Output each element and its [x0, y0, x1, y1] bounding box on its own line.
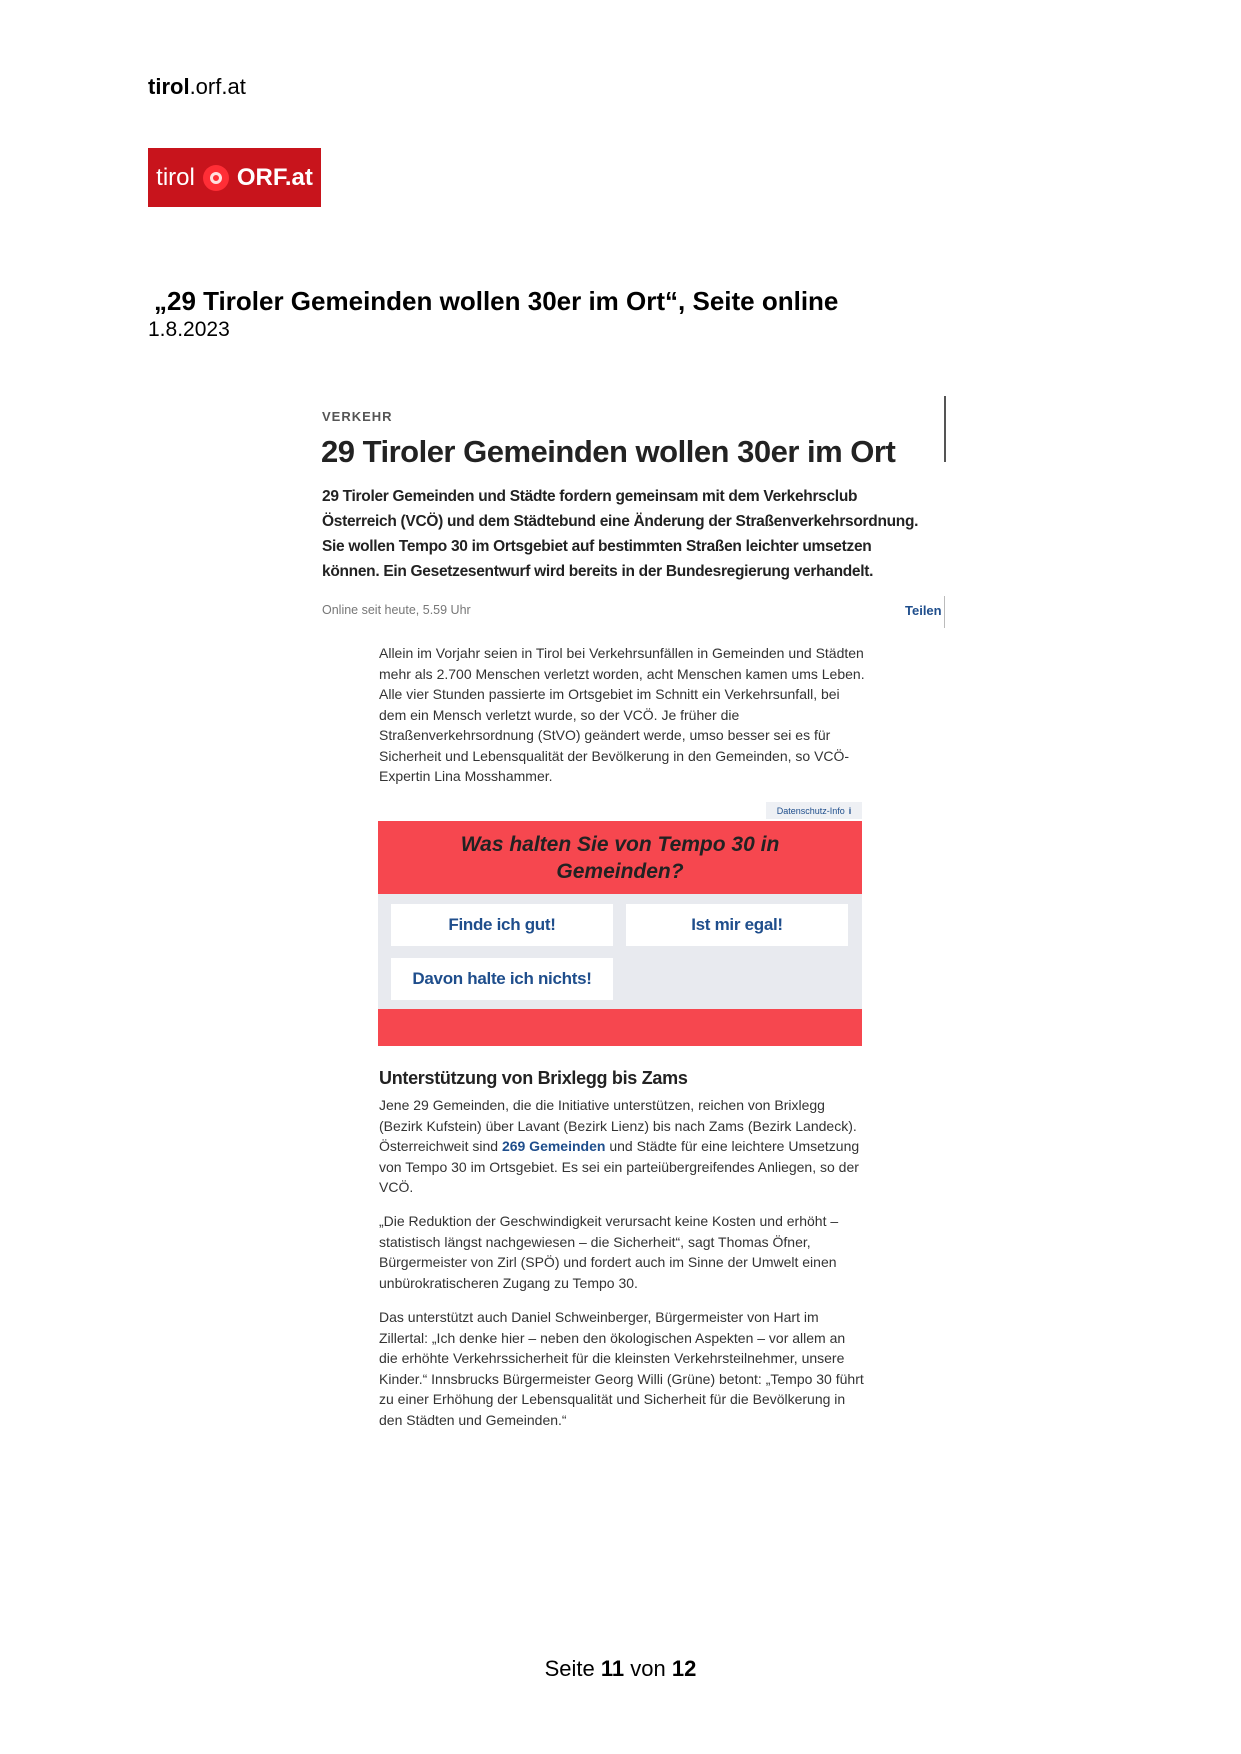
article-paragraph: Das unterstützt auch Daniel Schweinberger, Bürgermeister von Hart im Zillertal: „Ich denke hier – neben den ökologischen Aspekten – vor allem an die erhöhte Verkehrssicherheit für die kleinsten Verkehrsteilnehmer, unsere Kinder.“ Innsbrucks Bürgermeister Georg Willi (Grüne) betont: „Tempo 30 führt zu einer Erhöhung der Lebensqualität und Sicherheit für die Bevölkerung in den Städten und Gemeinden.“	[379, 1309, 864, 1428]
poll-footer	[378, 1009, 862, 1046]
article-lead: 29 Tiroler Gemeinden und Städte fordern gemeinsam mit dem Verkehrsclub Österreich (VCÖ) und dem Städtebund eine Änderung der Straßenverkehrsordnung. Sie wollen Tempo 30 im Ortsgebiet auf bestimmten Straßen leichter umsetzen können. Ein Gesetzesentwurf wird bereits in der Bundesregierung verhandelt.	[322, 488, 919, 580]
article-paragraph: „Die Reduktion der Geschwindigkeit verursacht keine Kosten und erhöht – statistisch längst nachgewiesen – die Sicherheit“, sagt Thomas Öfner, Bürgermeister von Zirl (SPÖ) und fordert auch im Sinne der Umwelt einen unbürokratischeren Zugang zu Tempo 30.	[379, 1213, 839, 1291]
poll-header	[378, 821, 862, 894]
logo-word: tirol	[156, 163, 195, 191]
article-paragraph: Allein im Vorjahr seien in Tirol bei Verkehrsunfällen in Gemeinden und Städten mehr als 2.700 Menschen verletzt worden, acht Menschen kamen ums Leben. Alle vier Stunden passierte im Ortsgebiet im Schnitt ein Verkehrsunfall, bei dem ein Mensch verletzt wurde, so der VCÖ. Je früher die Straßenverkehrsordnung (StVO) geändert werde, umso besser sei es für Sicherheit und Lebensqualität der Bevölkerung in den Gemeinden, so VCÖ-Expertin Lina Mosshammer.	[379, 645, 865, 784]
privacy-info-label: Datenschutz-Info	[776, 805, 845, 816]
share-button[interactable]: Teilen	[905, 603, 942, 618]
article-subheading: Unterstützung von Brixlegg bis Zams	[379, 1068, 688, 1088]
poll-option-good[interactable]: Finde ich gut!	[391, 904, 613, 946]
screenshot-edge-line	[944, 396, 946, 462]
info-icon: i	[848, 805, 852, 816]
municipalities-link[interactable]: 269 Gemeinden	[501, 1138, 606, 1154]
poll-widget	[378, 821, 862, 1046]
article-headline: 29 Tiroler Gemeinden wollen 30er im Ort	[321, 434, 896, 469]
privacy-info-link[interactable]	[766, 802, 862, 819]
article-paragraph: Jene 29 Gemeinden, die die Initiative unterstützen, reichen von Brixlegg (Bezirk Kufstein) über Lavant (Bezirk Lienz) bis nach Zams (Bezirk Landeck). Österreichweit sind 269 Gemeinden und Städte für eine leichtere Umsetzung von Tempo 30 im Ortsgebiet. Es sei ein parteiübergreifendes Anliegen, so der VCÖ.	[379, 1097, 860, 1195]
article-timestamp: Online seit heute, 5.59 Uhr	[322, 603, 471, 617]
poll-option-indifferent[interactable]: Ist mir egal!	[626, 904, 848, 946]
poll-question: Was halten Sie von Tempo 30 in Gemeinden?	[460, 832, 780, 883]
orf-eye-icon	[203, 165, 229, 191]
tirol-orf-logo	[148, 148, 321, 207]
poll-option-against[interactable]: Davon halte ich nichts!	[391, 958, 613, 1000]
page-number: Seite 11 von 12	[544, 1656, 697, 1681]
source-domain: tirol.orf.at	[148, 74, 246, 99]
clip-title: „29 Tiroler Gemeinden wollen 30er im Ort“, Seite online	[154, 286, 839, 316]
screenshot-edge-line	[944, 596, 945, 628]
logo-brand: ORF.at	[236, 163, 313, 191]
article-category[interactable]: VERKEHR	[322, 409, 393, 424]
clip-date: 1.8.2023	[148, 318, 230, 341]
